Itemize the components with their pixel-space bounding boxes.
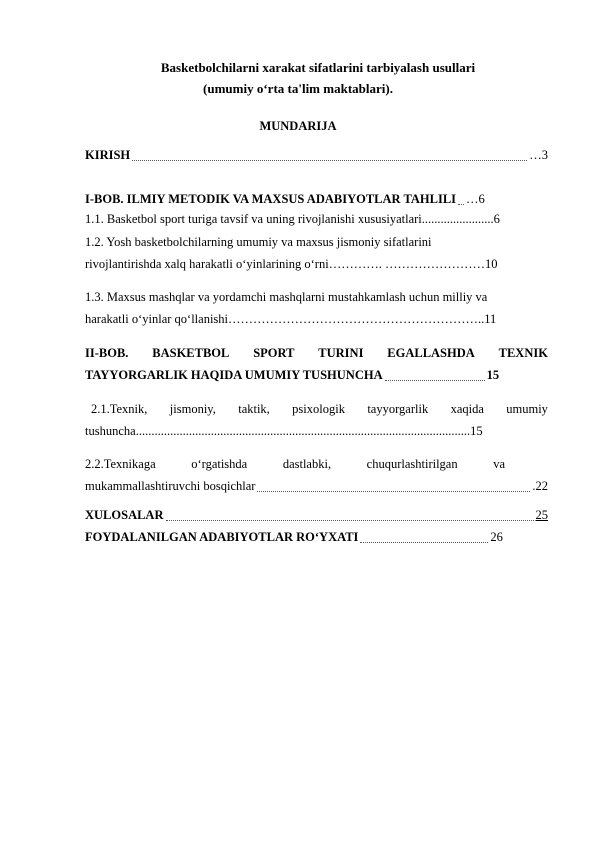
document-title: Basketbolchilarni xarakat sifatlarini tarbiyalash usullari — [160, 60, 476, 75]
toc-page-number: 11 — [484, 312, 497, 326]
toc-label: KIRISH — [85, 148, 131, 162]
toc-label-line1 — [85, 344, 548, 363]
toc-leader-dots: …………………………………………………….. — [228, 312, 485, 326]
toc-word: umumiy — [506, 402, 548, 416]
toc-word: jismoniy, — [169, 402, 216, 416]
toc-leader-dots: ....................... — [421, 212, 494, 226]
toc-word: xaqida — [450, 402, 484, 416]
toc-label-line1: 1.2. Yosh basketbolchilarning umumiy va maxsus jismoniy sifatlarini — [85, 235, 432, 249]
toc-word: taktik, — [238, 402, 270, 416]
toc-leader-dots: … — [466, 192, 479, 206]
toc-leader — [132, 159, 527, 161]
toc-page-number: 25 — [535, 508, 548, 522]
toc-page-number: 15 — [470, 424, 483, 438]
toc-leader — [458, 203, 464, 205]
toc-word: va — [493, 457, 505, 471]
toc-page-number: 6 — [493, 212, 500, 226]
toc-leader-dots: …………. …………………… — [328, 257, 485, 271]
toc-entry-2-1[interactable] — [85, 400, 548, 441]
toc-word: EGALLASHDA — [387, 346, 475, 360]
toc-label: 1.1. Basketbol sport turiga tavsif va uning rivojlanishi xususiyatlari — [85, 212, 422, 226]
toc-leader-dots: … — [529, 148, 542, 162]
toc-page-number: 6 — [478, 192, 485, 206]
toc-label: XULOSALAR — [85, 508, 164, 522]
toc-page-number: 22 — [535, 479, 548, 493]
toc-word: TEXNIK — [498, 346, 548, 360]
toc-leader — [385, 379, 485, 381]
toc-word: chuqurlashtirilgan — [366, 457, 458, 471]
toc-entry-1-1[interactable] — [85, 210, 548, 229]
toc-label: harakatli o‘yinlar qo‘llanishi — [85, 312, 229, 326]
toc-entry-2-2[interactable] — [85, 455, 548, 496]
toc-leader-dots: ........................................................................................................... — [135, 424, 471, 438]
toc-leader — [166, 519, 534, 521]
toc-label: mukammallashtiruvchi bosqichlar — [85, 479, 256, 493]
toc-label-line1 — [85, 400, 548, 419]
toc-word: BASKETBOL — [152, 346, 230, 360]
toc-leader — [257, 490, 530, 492]
toc-page-number: 15 — [486, 368, 500, 382]
toc-label: I-BOB. ILMIY METODIK VA MAXSUS ADABIYOTLAR TAHLILI — [85, 192, 457, 206]
toc-leader-dots: . — [532, 479, 536, 493]
contents-heading: MUNDARIJA — [259, 119, 337, 133]
toc-word: 2.2.Texnikaga — [85, 457, 156, 471]
toc-word: tayyorgarlik — [367, 402, 429, 416]
toc-word: psixologik — [292, 402, 345, 416]
toc-page-number: 26 — [490, 530, 503, 544]
toc-entry-adabiyotlar[interactable] — [85, 528, 548, 547]
toc-entry-chapter-2[interactable] — [85, 344, 548, 385]
toc-word: 2.1.Texnik, — [91, 402, 148, 416]
toc-word: dastlabki, — [282, 457, 332, 471]
toc-label-line1 — [85, 455, 505, 474]
toc-label: TAYYORGARLIK HAQIDA UMUMIY TUSHUNCHA — [85, 368, 383, 382]
toc-word: SPORT — [253, 346, 295, 360]
toc-label: tushuncha — [85, 424, 136, 438]
toc-entry-xulosalar[interactable] — [85, 506, 548, 525]
toc-entry-1-2[interactable] — [85, 233, 548, 274]
toc-label: FOYDALANILGAN ADABIYOTLAR RO‘YXATI — [85, 530, 359, 544]
toc-word: TURINI — [318, 346, 364, 360]
toc-entry-chapter-1[interactable] — [85, 190, 548, 209]
toc-entry-1-3[interactable] — [85, 288, 548, 329]
toc-label-line1: 1.3. Maxsus mashqlar va yordamchi mashqlarni mustahkamlash uchun milliy va — [85, 290, 488, 304]
toc-entry-kirish[interactable] — [85, 146, 548, 165]
document-subtitle: (umumiy o‘rta ta'lim maktablari). — [203, 81, 393, 96]
toc-page-number: 10 — [484, 257, 498, 271]
toc-word: o‘rgatishda — [191, 457, 248, 471]
toc-leader — [360, 541, 488, 543]
toc-page-number: 3 — [541, 148, 548, 162]
toc-label: rivojlantirishda xalq harakatli o‘yinlarining o‘rni — [85, 257, 329, 271]
toc-word: II-BOB. — [85, 346, 129, 360]
